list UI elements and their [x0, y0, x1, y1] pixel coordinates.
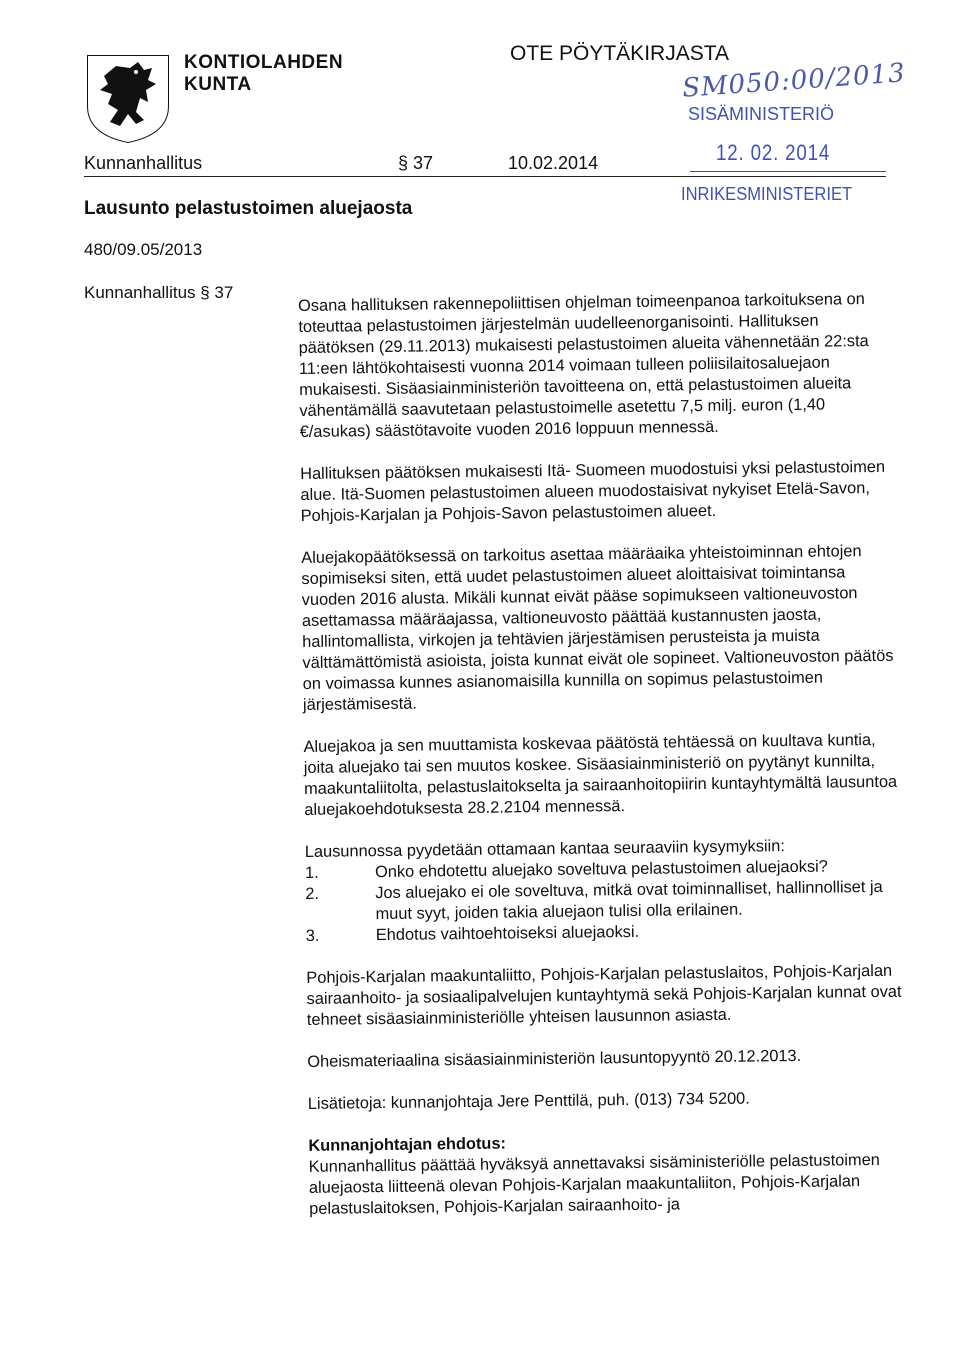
paragraph: Pohjois-Karjalan maakuntaliitto, Pohjois-Karjalan pelastuslaitos, Pohjois-Karjalan sairaanhoito- ja sosiaalipalvelujen kuntayhtymä sekä Pohjois-Karjalan kunnat ovat tehneet sisäasiainministeriölle yhteisen lausunnon asiasta.: [306, 961, 902, 1029]
proposal-text: Kunnanhallitus päättää hyväksyä annettavaksi sisäministeriölle pelastustoimen aluejaosta liitteenä olevan Pohjois-Karjalan maakuntaliiton, Pohjois-Karjalan pelastuslaitoksen, Pohjois-Karjalan sairaanhoito- ja: [308, 1150, 880, 1218]
list-text: Onko ehdotettu aluejako soveltuva pelastustoimen aluejaoksi?: [374, 857, 828, 882]
stamp-ministry-sv: INRIKESMINISTERIET: [681, 184, 853, 204]
document-type: OTE PÖYTÄKIRJASTA: [510, 42, 729, 65]
org-line-2: KUNTA: [184, 74, 252, 95]
list-number: 3.: [305, 926, 320, 945]
document-body: [298, 289, 909, 1220]
paragraph: Lausunnossa pyydetään ottamaan kantaa seuraaviin kysymyksiin:: [304, 837, 786, 861]
paragraph: Hallituksen päätöksen mukaisesti Itä- Suomeen muodostuisi yksi pelastustoimen alue. Itä-Suomen pelastustoimen alueen muodostaisivat nykyiset Etelä-Savon, Pohjois-Karjalan ja Pohjois-Savon pelastustoimen alueet.: [300, 457, 886, 525]
question-list: [305, 856, 906, 947]
paragraph: Osana hallituksen rakennepoliittisen ohjelman toimeenpanoa tarkoituksena on toteuttaa pelastustoimen järjestelmän uudelleenorganisointi. Hallituksen päätöksen (29.11.2013) mukaisesti pelastustoimen alueita vähennetään 22:sta 11:een lähtökohtaisesti vuonna 2014 voimaan tulleen poliisilaitosaluejaon mukaisesti. Sisäasiainministeriön tavoitteena on, että pelastustoimen alueita vähentämällä saavutetaan pelastustoimelle asetettu 7,5 milj. euron (1,40 €/asukas) säästötavoite vuoden 2016 loppuun mennessä.: [298, 290, 869, 441]
proposal-heading: Kunnanjohtajan ehdotus:: [308, 1134, 507, 1155]
list-text: Ehdotus vaihtoehtoiseksi aluejaoksi.: [375, 922, 640, 945]
handwritten-reference: SM050:00/2013: [681, 58, 907, 104]
stamp-ministry-fi: SISÄMINISTERIÖ: [688, 104, 835, 124]
list-text: Jos aluejako ei ole soveltuva, mitkä ovat toiminnalliset, hallinnolliset ja muut syyt, joiden takia aluejaon tulisi olla erilainen.: [375, 877, 883, 924]
municipality-coat-of-arms: [86, 54, 170, 144]
paragraph: Aluejakopäätöksessä on tarkoitus asettaa määräaika yhteistoiminnan ehtojen sopimiseksi siten, että uudet pelastustoimen alueet aloittaisivat toimintansa vuoden 2016 alusta. Mikäli kunnat eivät pääse sopimukseen valtioneuvoston asettamassa määräajassa, valtioneuvosto päättää kustannusten jaosta, hallintomallista, virkojen ja tehtävien järjestämisen perusteista ja muista välttämättömistä asioista, joista kunnat eivät ole sopineet. Valtioneuvoston päätös on voimassa kunnes asianomaisilla kunnilla on sopimus pelastustoimen järjestämisestä.: [301, 542, 894, 714]
meta-body: Kunnanhallitus: [84, 153, 203, 173]
list-item: [305, 877, 905, 926]
header-divider: [84, 176, 886, 177]
paragraph: Aluejakoa ja sen muuttamista koskevaa päätöstä tehtäessä on kuultava kuntia, joita aluejako tai sen muutos koskee. Sisäasiainministeriö on pyytänyt kunnilta, maakuntaliitolta, pelastuslaitokselta ja sairaanhoitopiirin kuntayhtymältä lausuntoa aluejakoehdotuksesta 28.2.2104 mennessä.: [303, 730, 898, 819]
list-number: 1.: [304, 863, 319, 882]
stamp-underline: [690, 171, 886, 172]
paragraph: Oheismateriaalina sisäasiainministeriön lausuntopyyntö 20.12.2013.: [307, 1046, 802, 1071]
meta-section: § 37: [398, 153, 434, 173]
paragraph: Lisätietoja: kunnanjohtaja Jere Penttilä, puh. (013) 734 5200.: [307, 1089, 750, 1113]
reference-number: 480/09.05/2013: [84, 240, 203, 259]
document-subject: Lausunto pelastustoimen aluejaosta: [84, 198, 413, 219]
section-label: Kunnanhallitus § 37: [84, 283, 234, 302]
stamp-date: 12. 02. 2014: [716, 140, 831, 165]
municipality-name: [184, 52, 343, 96]
list-number: 2.: [305, 884, 320, 903]
org-line-1: KONTIOLAHDEN: [184, 52, 344, 73]
meta-date: 10.02.2014: [508, 153, 599, 173]
